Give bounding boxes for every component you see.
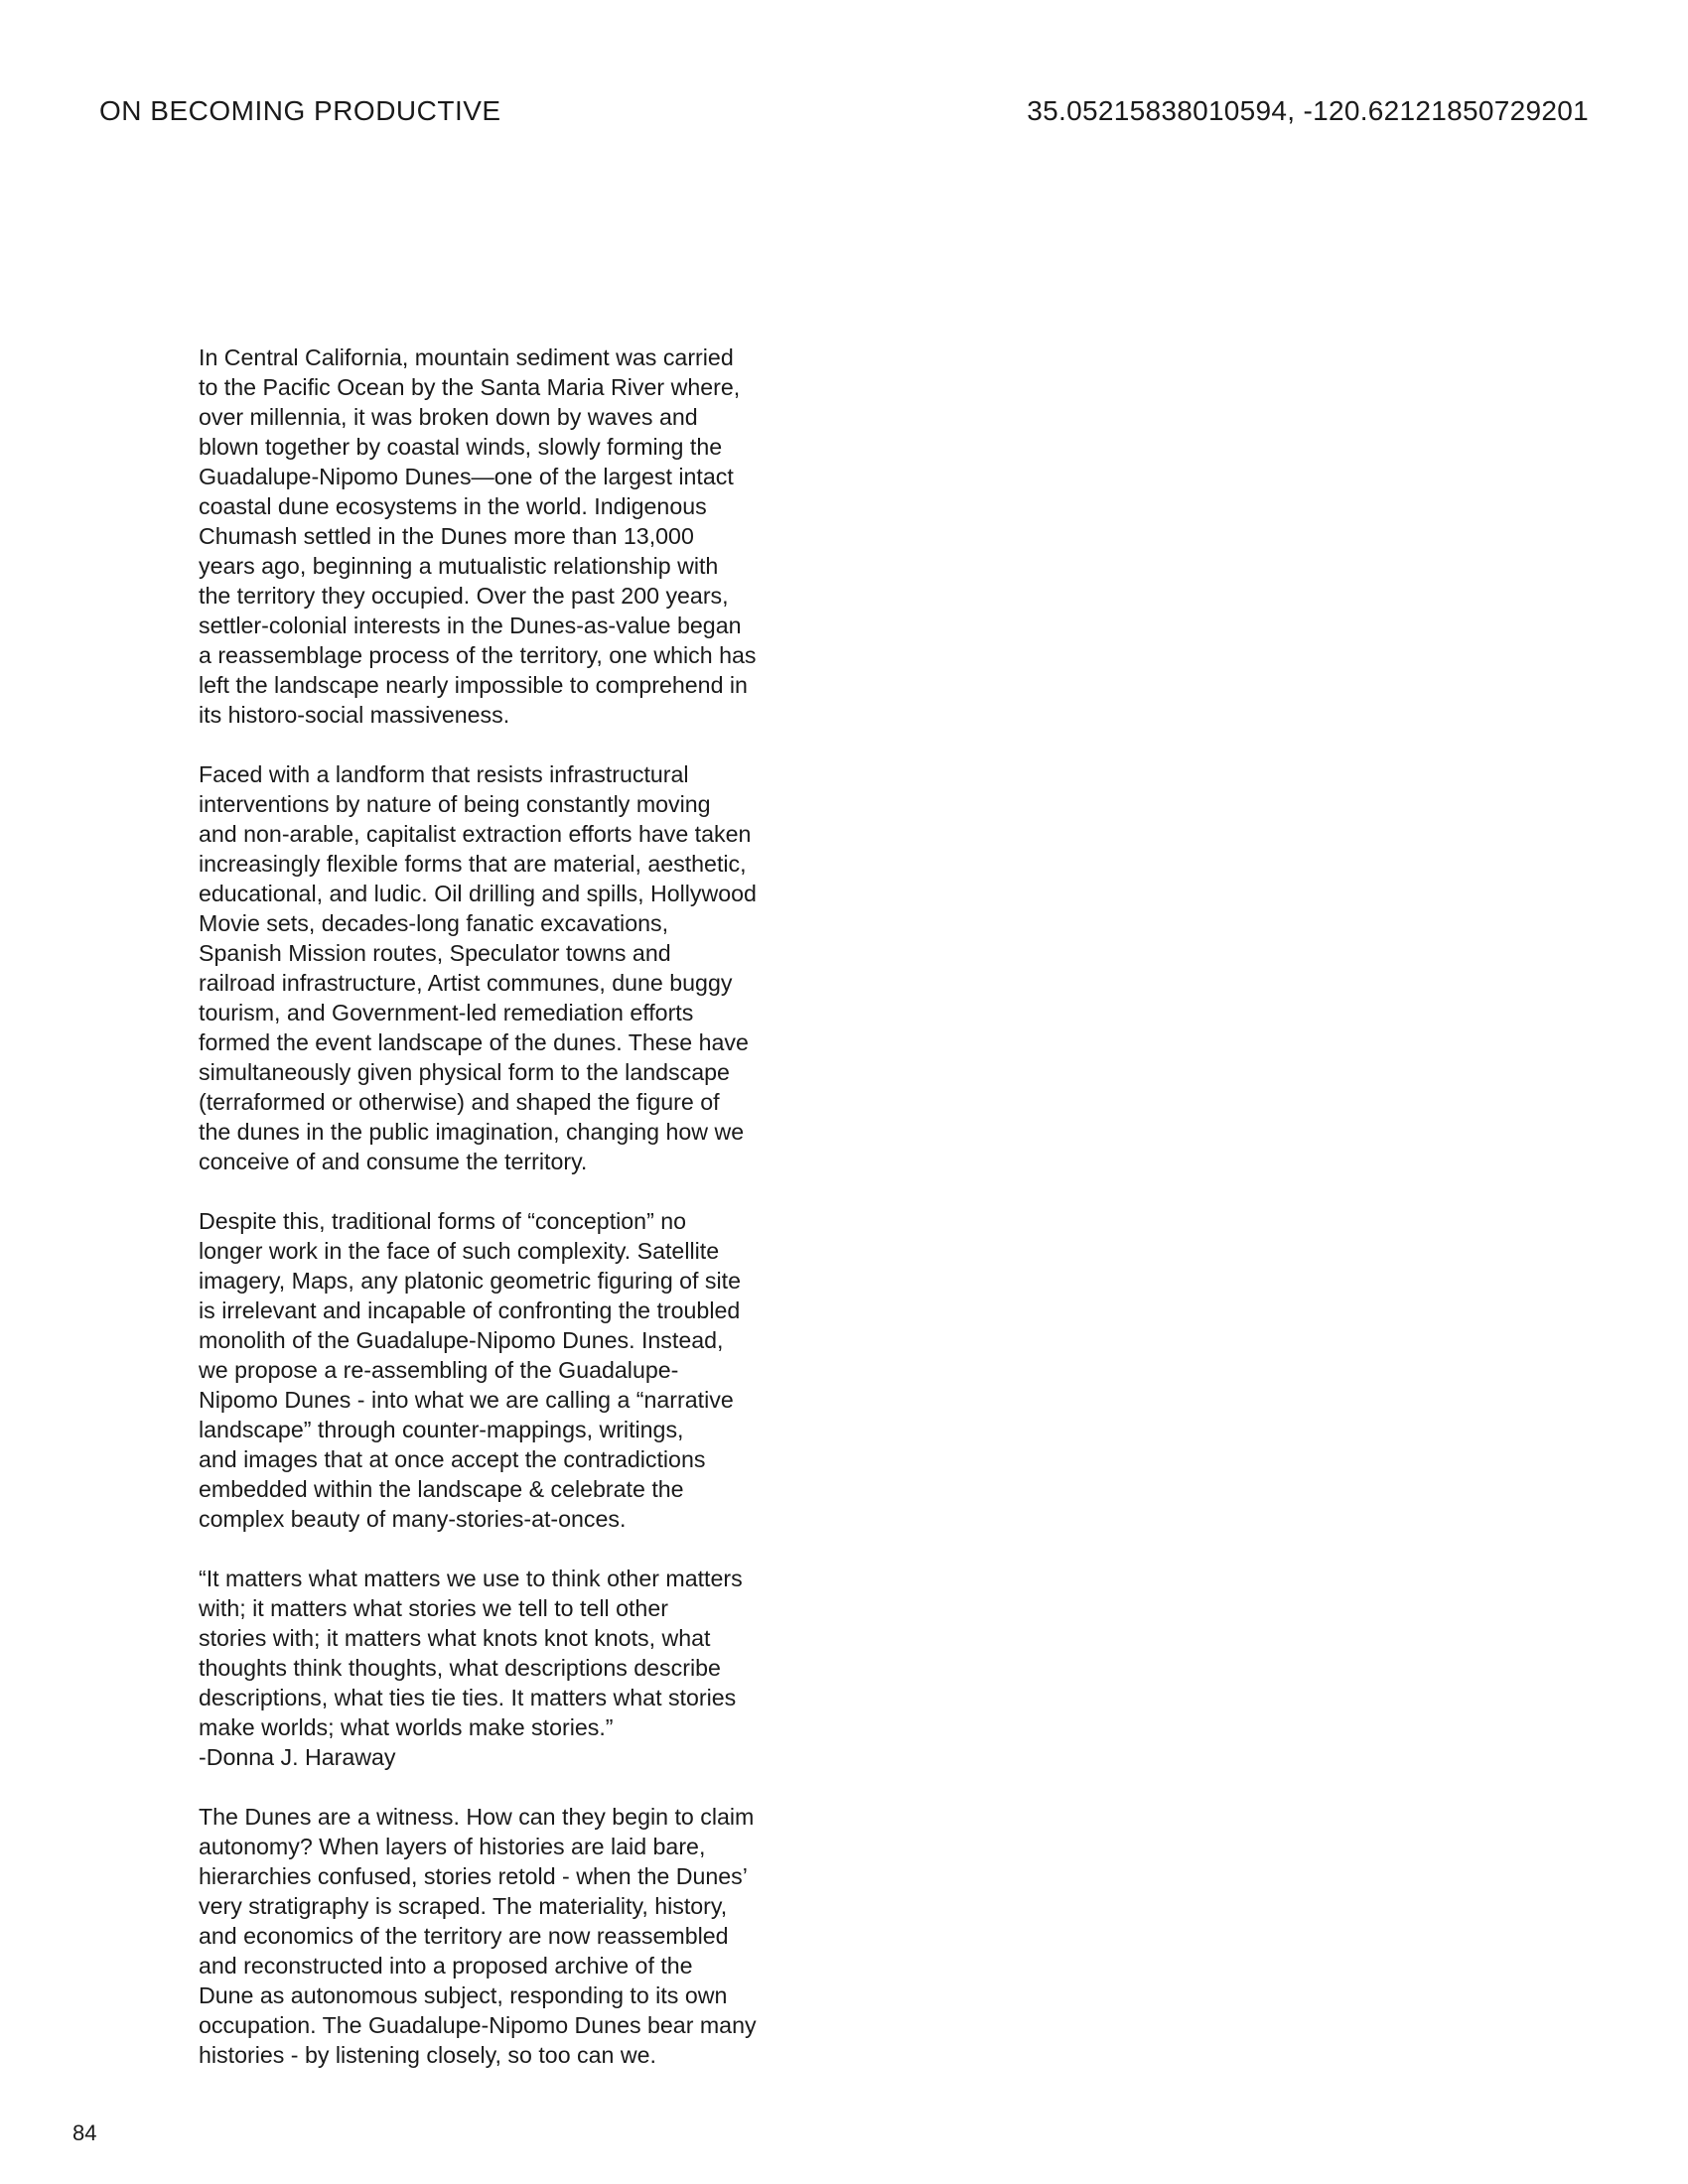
page-number: 84 [72,2120,97,2145]
text-line: Chumash settled in the Dunes more than 13,000 [199,523,694,549]
text-line: tourism, and Government-led remediation efforts [199,1000,694,1025]
paragraph-4 [199,1564,834,1772]
text-line: interventions by nature of being constantly moving [199,791,711,817]
text-line: and images that at once accept the contradictions [199,1446,706,1472]
text-line: histories - by listening closely, so too can we. [199,2042,656,2068]
body-text [199,342,834,2100]
text-line: conceive of and consume the territory. [199,1149,588,1174]
text-line: the territory they occupied. Over the past 200 years, [199,583,729,609]
text-line: left the landscape nearly impossible to comprehend in [199,672,748,698]
text-line: and economics of the territory are now reassembled [199,1923,729,1949]
text-line: descriptions, what ties tie ties. It matters what stories [199,1685,737,1710]
text-line: its historo-social massiveness. [199,702,510,728]
text-line: Nipomo Dunes - into what we are calling a “narrative [199,1387,734,1413]
text-line: Dune as autonomous subject, responding to its own [199,1982,728,2008]
text-line: to the Pacific Ocean by the Santa Maria River where, [199,374,741,400]
text-line: very stratigraphy is scraped. The materiality, history, [199,1893,728,1919]
text-line: coastal dune ecosystems in the world. Indigenous [199,493,707,519]
paragraph-1 [199,342,834,730]
text-line: The Dunes are a witness. How can they begin to claim [199,1804,755,1830]
text-line: simultaneously given physical form to the landscape [199,1059,730,1085]
text-line: (terraformed or otherwise) and shaped the figure of [199,1089,720,1115]
text-line: “It matters what matters we use to think other matters [199,1566,743,1591]
text-line: Movie sets, decades-long fanatic excavations, [199,910,669,936]
text-line: Despite this, traditional forms of “conception” no [199,1208,687,1234]
text-line: embedded within the landscape & celebrate the [199,1476,684,1502]
text-line: and reconstructed into a proposed archive of the [199,1953,693,1979]
running-header-title: ON BECOMING PRODUCTIVE [99,95,501,126]
text-line: settler-colonial interests in the Dunes-as-value began [199,613,742,638]
text-line: In Central California, mountain sediment was carried [199,344,734,370]
text-line: make worlds; what worlds make stories.” [199,1714,614,1740]
paragraph-2 [199,759,834,1176]
text-line: formed the event landscape of the dunes. These have [199,1029,749,1055]
text-line: and non-arable, capitalist extraction efforts have taken [199,821,752,847]
text-line: thoughts think thoughts, what descriptions describe [199,1655,721,1681]
text-line: increasingly flexible forms that are material, aesthetic, [199,851,747,877]
text-line: longer work in the face of such complexity. Satellite [199,1238,720,1264]
text-line: Faced with a landform that resists infrastructural [199,761,689,787]
text-line: hierarchies confused, stories retold - when the Dunes’ [199,1863,748,1889]
text-line: occupation. The Guadalupe-Nipomo Dunes bear many [199,2012,757,2038]
text-line: blown together by coastal winds, slowly forming the [199,434,723,460]
text-line: monolith of the Guadalupe-Nipomo Dunes. Instead, [199,1327,724,1353]
paragraph-3 [199,1206,834,1534]
text-line: railroad infrastructure, Artist communes, dune buggy [199,970,733,996]
text-line: years ago, beginning a mutualistic relationship with [199,553,719,579]
text-line: landscape” through counter-mappings, writings, [199,1417,684,1442]
text-line: imagery, Maps, any platonic geometric figuring of site [199,1268,742,1294]
running-header-coordinates: 35.05215838010594, -120.62121850729201 [1027,95,1589,126]
paragraph-5 [199,1802,834,2070]
text-line: educational, and ludic. Oil drilling and spills, Hollywood [199,881,757,906]
text-line: Spanish Mission routes, Speculator towns and [199,940,671,966]
text-line: Guadalupe-Nipomo Dunes—one of the largest intact [199,464,734,489]
text-line: the dunes in the public imagination, changing how we [199,1119,745,1145]
text-line: complex beauty of many-stories-at-onces. [199,1506,627,1532]
text-line: we propose a re-assembling of the Guadalupe- [199,1357,679,1383]
text-line: a reassemblage process of the territory, one which has [199,642,757,668]
text-line: is irrelevant and incapable of confronting the troubled [199,1297,741,1323]
text-line: over millennia, it was broken down by waves and [199,404,698,430]
text-line: stories with; it matters what knots knot knots, what [199,1625,711,1651]
text-line: -Donna J. Haraway [199,1744,396,1770]
text-line: autonomy? When layers of histories are laid bare, [199,1834,706,1859]
text-line: with; it matters what stories we tell to tell other [199,1595,668,1621]
